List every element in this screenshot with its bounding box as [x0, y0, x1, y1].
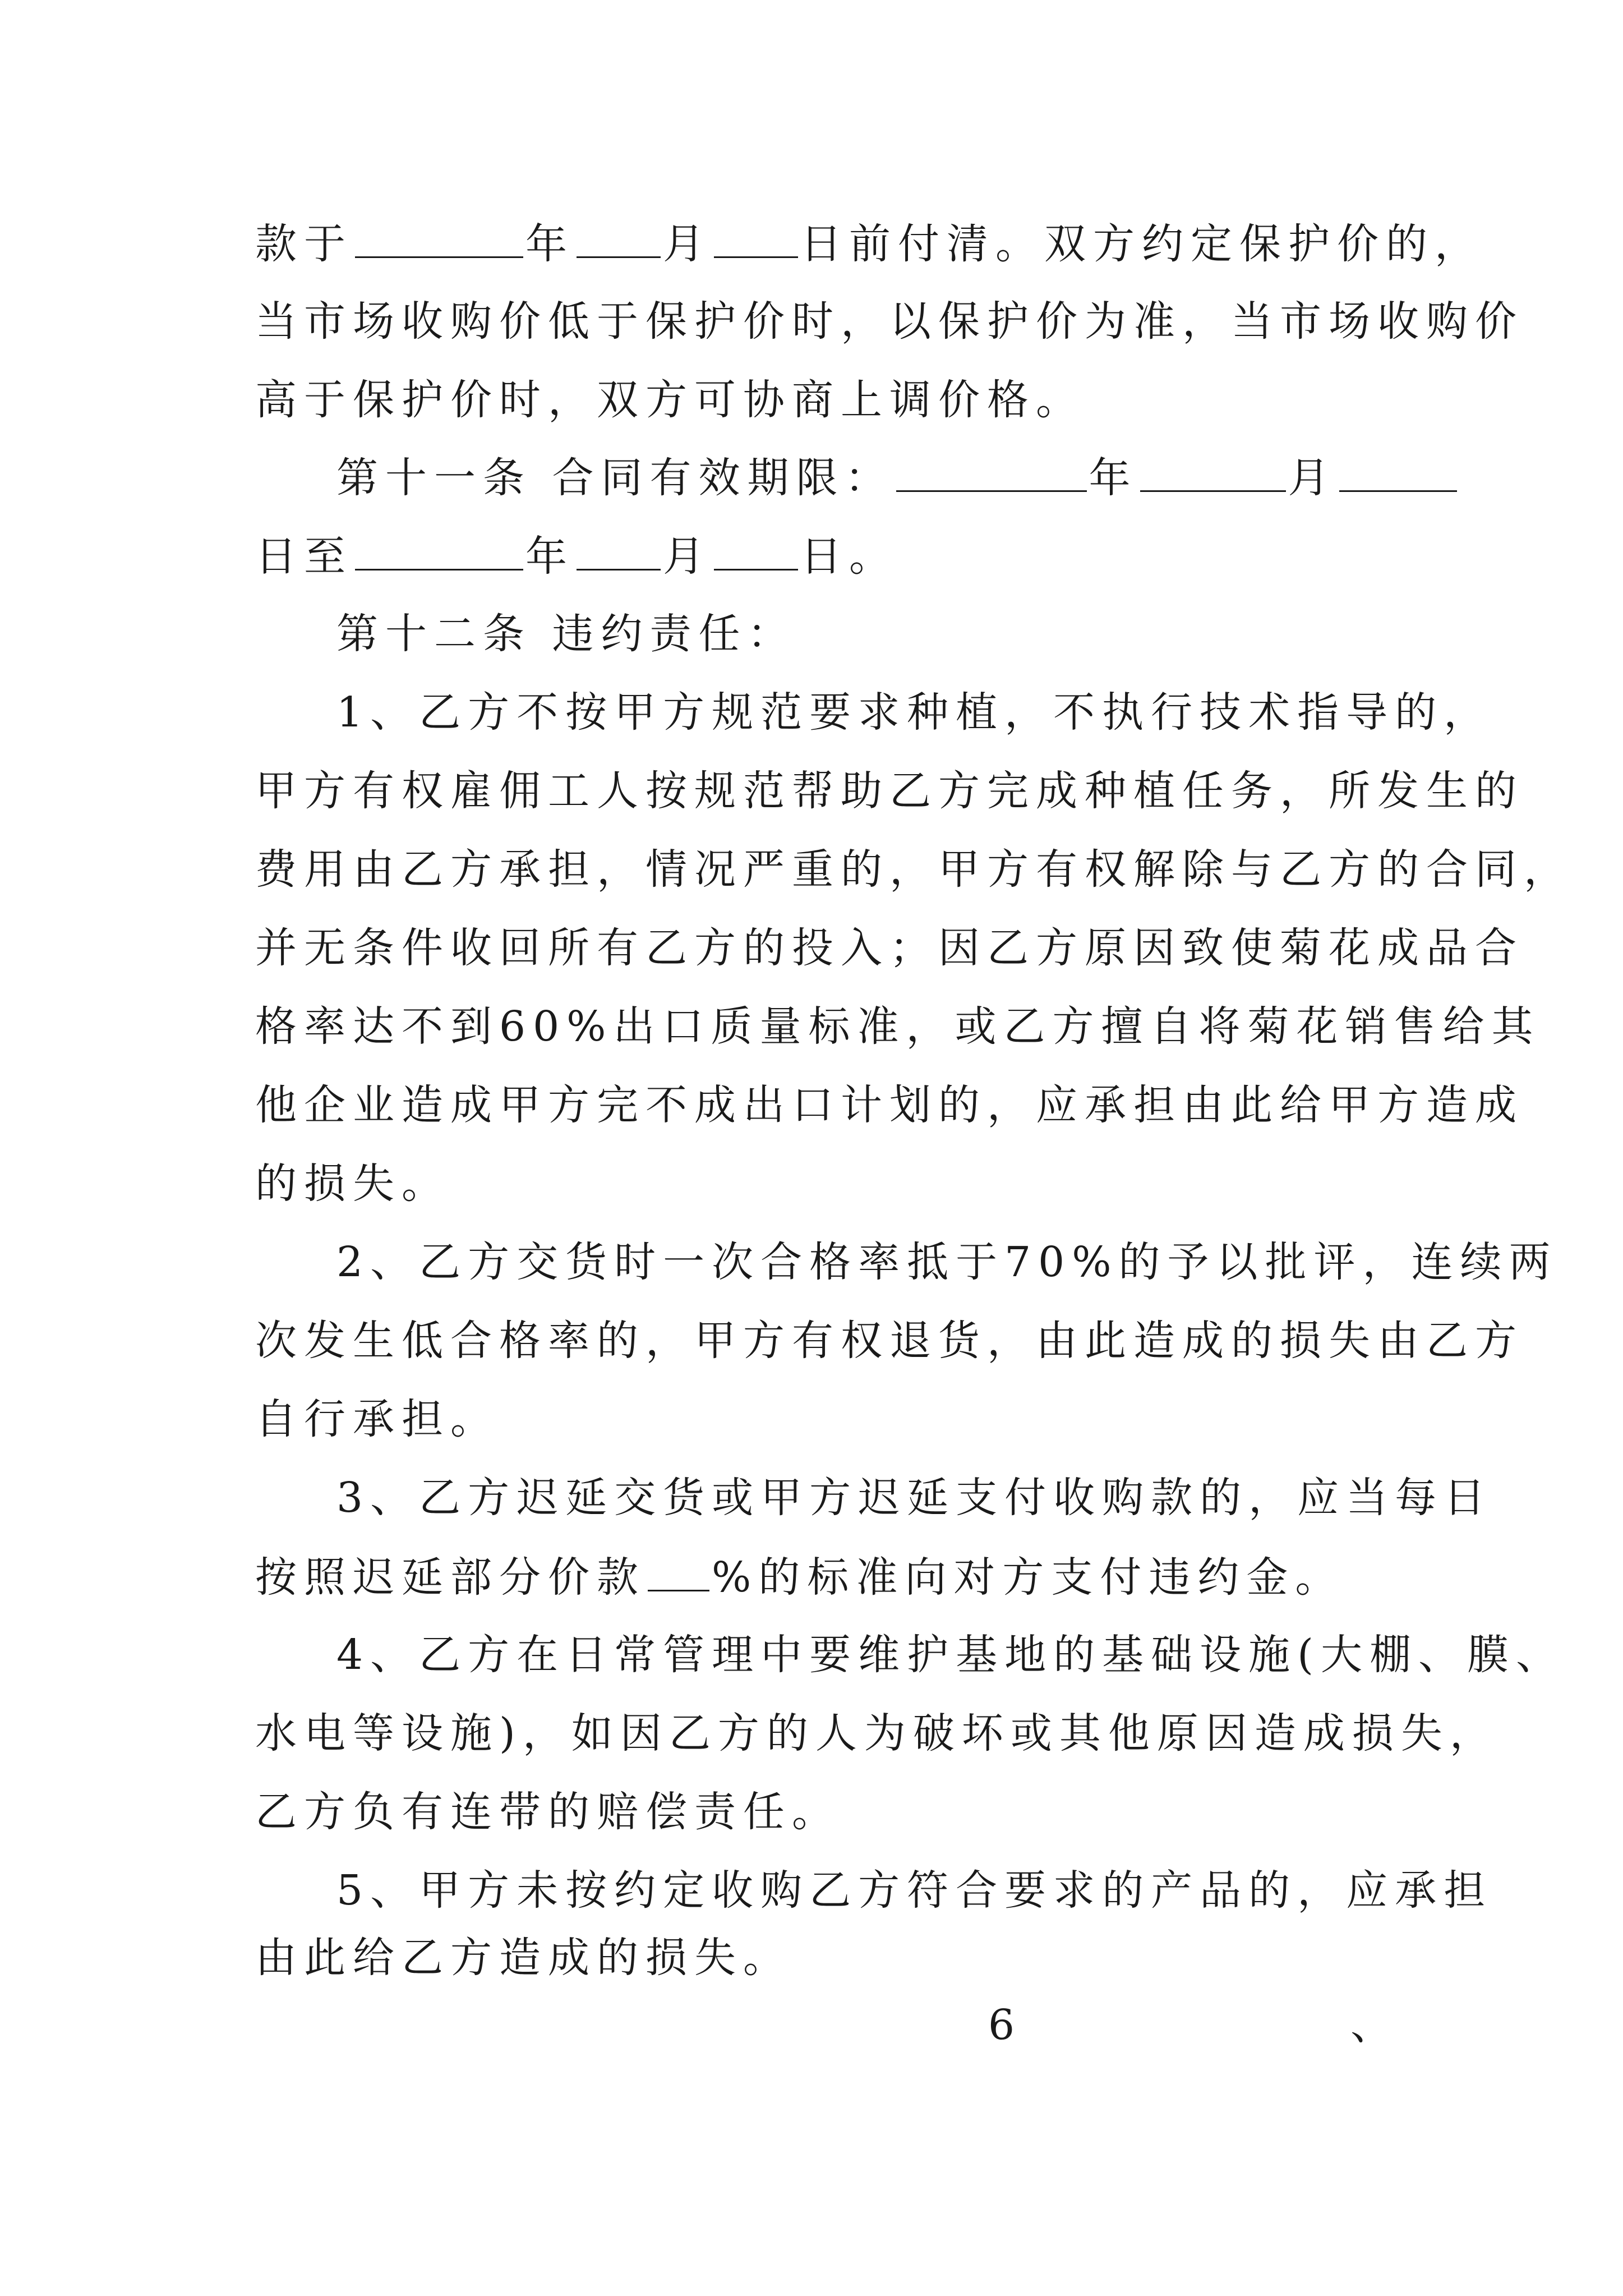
text-line: 乙方负有连带的赔偿责任。: [255, 1788, 841, 1836]
text-line: 2、乙方交货时一次合格率抵于70%的予以批评，连续两: [336, 1238, 1558, 1286]
text-line: [255, 215, 1483, 272]
article-heading: 第十一条 合同有效期限：: [336, 454, 894, 502]
text-fragment: %的标准向对方支付违约金。: [712, 1553, 1344, 1602]
blank-field: [714, 527, 798, 570]
text-fragment: 日至: [255, 532, 353, 581]
text-line: 费用由乙方承担，情况严重的，甲方有权解除与乙方的合同，: [255, 845, 1573, 894]
text-line: 1、乙方不按甲方规范要求种植，不执行技术指导的，: [336, 688, 1493, 737]
text-line: 格率达不到60%出口质量标准，或乙方擅自将菊花销售给其: [255, 1002, 1541, 1051]
text-fragment: 日。: [800, 532, 898, 581]
text-line: 水电等设施)，如因乙方的人为破坏或其他原因造成损失，: [255, 1709, 1498, 1757]
text-fragment: 月: [1288, 454, 1337, 502]
text-line: 他企业造成甲方完不成出口计划的，应承担由此给甲方造成: [255, 1081, 1524, 1129]
article-11-line: [336, 449, 1459, 506]
text-line: 并无条件收回所有乙方的投入；因乙方原因致使菊花成品合: [255, 924, 1524, 972]
blank-field: [1140, 449, 1286, 492]
text-fragment: 年: [525, 220, 574, 268]
text-line: [255, 1548, 1344, 1605]
text-line: 甲方有权雇佣工人按规范帮助乙方完成种植任务，所发生的: [255, 767, 1524, 815]
text-line: 5、甲方未按约定收购乙方符合要求的产品的，应承担: [336, 1866, 1493, 1915]
text-line: 4、乙方在日常管理中要维护基地的基础设施(大棚、膜、: [336, 1631, 1565, 1679]
article-12-heading: 第十二条 违约责任：: [336, 610, 796, 658]
text-line: 的损失。: [255, 1159, 450, 1208]
text-line: [255, 527, 898, 585]
text-fragment: 月: [663, 220, 712, 268]
blank-field: [577, 215, 661, 258]
text-fragment: 日前付清。双方约定保护价的，: [800, 220, 1483, 268]
blank-field: [1339, 449, 1457, 492]
text-line: 当市场收购价低于保护价时，以保护价为准，当市场收购价: [255, 297, 1524, 346]
text-fragment: 款于: [255, 220, 353, 268]
text-fragment: 按照迟延部分价款: [255, 1553, 645, 1602]
blank-field: [355, 527, 523, 570]
trailing-mark: 、: [1350, 2001, 1392, 2049]
page-number: 6: [988, 2001, 1015, 2049]
blank-field: [896, 449, 1087, 492]
text-line: 由此给乙方造成的损失。: [255, 1934, 792, 1982]
blank-field: [714, 215, 798, 258]
text-fragment: 年: [525, 532, 574, 581]
text-line: 高于保护价时，双方可协商上调价格。: [255, 376, 1085, 424]
text-fragment: 年: [1089, 454, 1138, 502]
text-line: 3、乙方迟延交货或甲方迟延支付收购款的，应当每日: [336, 1474, 1493, 1522]
text-line: 次发生低合格率的，甲方有权退货，由此造成的损失由乙方: [255, 1317, 1524, 1365]
blank-field: [355, 215, 523, 258]
blank-field: [648, 1548, 709, 1591]
text-line: 自行承担。: [255, 1395, 499, 1443]
text-fragment: 月: [663, 532, 712, 581]
blank-field: [577, 527, 661, 570]
